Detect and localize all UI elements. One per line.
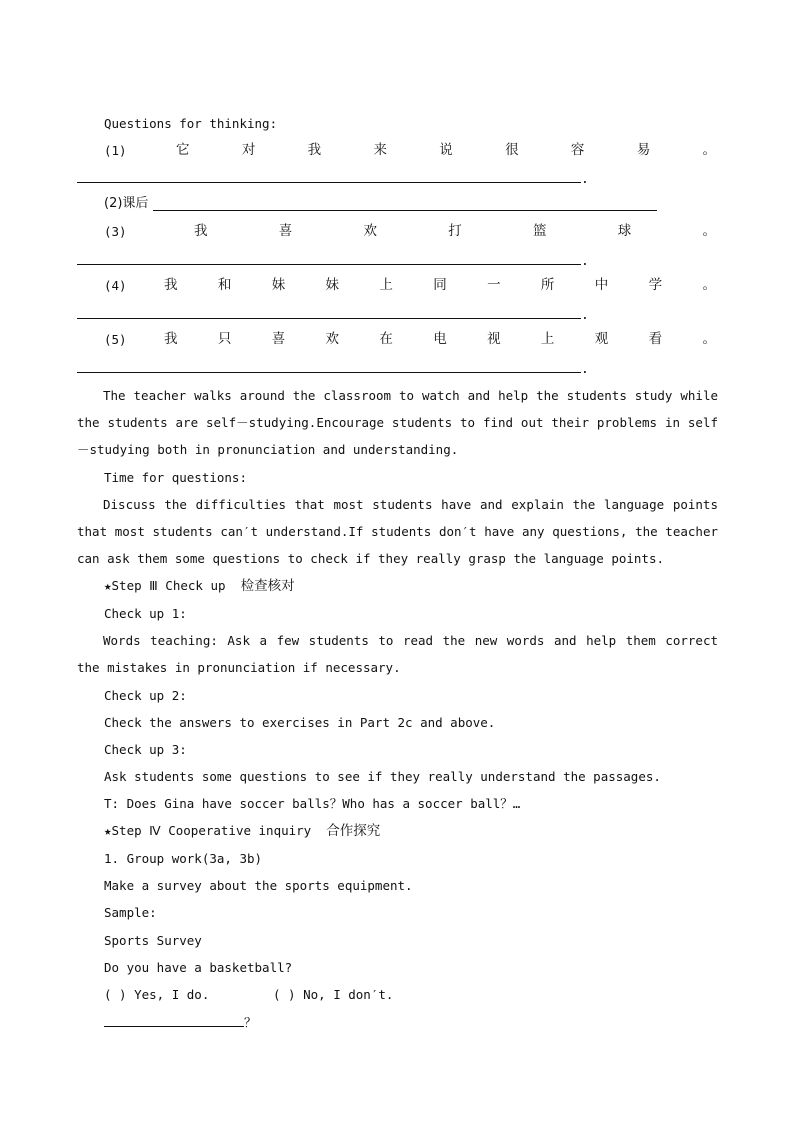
check-up-2-text: Check the answers to exercises in Part 2c and above. bbox=[104, 715, 496, 730]
option-yes[interactable]: ( ) Yes, I do. bbox=[104, 987, 210, 1002]
check-up-2-label: Check up 2: bbox=[104, 688, 187, 703]
q5-char: 电 bbox=[433, 331, 447, 347]
q3-char: 篮 bbox=[533, 223, 547, 239]
q5-char: 上 bbox=[540, 331, 555, 347]
question-2-answer-line[interactable] bbox=[153, 210, 657, 211]
q4-char: 妹 bbox=[271, 277, 286, 293]
q3-char: 喜 bbox=[278, 223, 293, 239]
check-up-1-label: Check up 1: bbox=[104, 606, 187, 621]
q3-char: 打 bbox=[448, 223, 462, 239]
q1-char: 对 bbox=[241, 142, 256, 158]
question-1-answer-line[interactable] bbox=[77, 182, 581, 183]
question-1-number: (1) bbox=[104, 143, 127, 158]
q5-char: 看 bbox=[648, 331, 663, 347]
q1-char: 我 bbox=[307, 142, 322, 158]
self-study-paragraph: The teacher walks around the classroom to watch and help the students study while the students are self－studying.Encourage students to find out their problems in self－studying both in pronunciation and understanding. bbox=[77, 388, 718, 457]
check-up-3-label: Check up 3: bbox=[104, 742, 187, 757]
q4-char: 同 bbox=[433, 277, 447, 293]
step-4-heading: ★Step Ⅳ Cooperative inquiry 合作探究 bbox=[104, 823, 381, 839]
question-1-sentence bbox=[176, 141, 716, 159]
survey-task: Make a survey about the sports equipment. bbox=[104, 878, 413, 893]
q5-char: 观 bbox=[594, 331, 609, 347]
q1-char: 很 bbox=[505, 142, 519, 158]
q4-char: 妹 bbox=[325, 277, 340, 293]
q3-char: 。 bbox=[702, 223, 716, 239]
q5-char: 我 bbox=[164, 331, 178, 347]
question-2-label: (2)课后 bbox=[104, 196, 149, 211]
check-up-1-paragraph: Words teaching: Ask a few students to read the new words and help them correct the mistakes in pronunciation if necessary. bbox=[77, 633, 718, 675]
q1-char: 来 bbox=[373, 142, 387, 158]
q5-char: 欢 bbox=[325, 331, 340, 347]
q4-char: 学 bbox=[648, 277, 663, 293]
check-up-3-example: T: Does Gina have soccer balls？Who has a soccer ball？… bbox=[104, 796, 521, 811]
group-work-heading: 1. Group work(3a, 3b) bbox=[104, 851, 263, 866]
q1-char: 它 bbox=[176, 142, 190, 158]
survey-blank-question[interactable]: ？ bbox=[104, 1014, 257, 1031]
q5-char: 喜 bbox=[271, 331, 286, 347]
q4-char: 我 bbox=[164, 277, 178, 293]
time-for-questions-paragraph: Discuss the difficulties that most students have and explain the language points that most students can′t understand.If students don′t have any questions, the teacher can ask them some questions to check if they really grasp the language points. bbox=[77, 497, 718, 566]
questions-heading: Questions for thinking: bbox=[104, 116, 278, 131]
question-3-period: . bbox=[581, 254, 589, 269]
question-3-number: (3) bbox=[104, 224, 127, 239]
check-up-3-text: Ask students some questions to see if they really understand the passages. bbox=[104, 769, 661, 784]
time-for-questions-label: Time for questions: bbox=[104, 470, 247, 485]
q4-char: 上 bbox=[379, 277, 393, 293]
question-1-period: . bbox=[581, 172, 589, 187]
q4-char: 中 bbox=[594, 277, 609, 293]
survey-title: Sports Survey bbox=[104, 933, 202, 948]
question-4-sentence bbox=[164, 276, 716, 294]
q3-char: 球 bbox=[617, 223, 632, 239]
question-3-sentence bbox=[194, 222, 716, 240]
q5-char: 只 bbox=[217, 331, 232, 347]
question-4-period: . bbox=[581, 308, 589, 323]
question-5-period: . bbox=[581, 362, 589, 377]
q4-char: 和 bbox=[217, 277, 232, 293]
question-5-answer-line[interactable] bbox=[77, 372, 581, 373]
q5-char: 。 bbox=[702, 331, 716, 347]
question-4-number: (4) bbox=[104, 278, 127, 293]
question-5-number: (5) bbox=[104, 332, 127, 347]
question-5-sentence bbox=[164, 330, 716, 348]
q1-char: 说 bbox=[439, 142, 453, 158]
question-3-answer-line[interactable] bbox=[77, 264, 581, 265]
sample-label: Sample: bbox=[104, 905, 157, 920]
step-3-heading: ★Step Ⅲ Check up 检查核对 bbox=[104, 578, 295, 594]
q3-char: 我 bbox=[194, 223, 208, 239]
q4-char: 一 bbox=[487, 277, 501, 293]
question-4-answer-line[interactable] bbox=[77, 318, 581, 319]
q1-char: 容 bbox=[570, 142, 585, 158]
option-no[interactable]: ( ) No, I don′t. bbox=[273, 987, 394, 1002]
q5-char: 在 bbox=[379, 331, 393, 347]
q1-char: 易 bbox=[636, 142, 651, 158]
q5-char: 视 bbox=[487, 331, 501, 347]
q4-char: 。 bbox=[702, 277, 716, 293]
q4-char: 所 bbox=[540, 277, 555, 293]
q3-char: 欢 bbox=[363, 223, 377, 239]
q1-char: 。 bbox=[702, 142, 716, 158]
survey-question: Do you have a basketball? bbox=[104, 960, 293, 975]
